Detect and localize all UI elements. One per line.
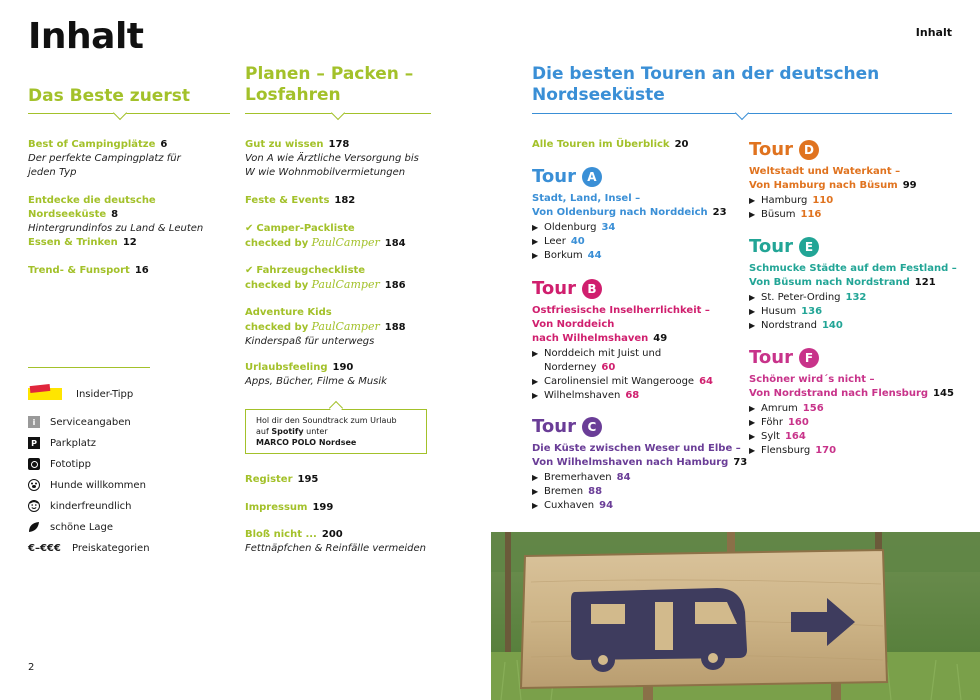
play-triangle-icon: ▶ — [749, 196, 756, 205]
toc-entry[interactable]: Trend- & Funsport 16 — [28, 265, 149, 276]
legend-item: Fototipp — [28, 454, 228, 474]
play-triangle-icon: ▶ — [532, 223, 539, 232]
toc-entry[interactable]: Feste & Events 182 — [245, 195, 356, 206]
divider-notch — [113, 106, 127, 120]
toc-entry[interactable]: ✔ Camper-Packliste checked by PaulCamper 184 — [245, 223, 406, 249]
tour-d[interactable]: Tour D Weltstadt und Waterkant – Von Hamburg nach Büsum 99 ▶ Hamburg 110 ▶ Büsum 116 — [749, 139, 917, 220]
paulcamper-signature: PaulCamper — [311, 236, 380, 249]
child-face-icon — [28, 500, 40, 512]
play-triangle-icon: ▶ — [749, 418, 756, 427]
leaf-icon — [28, 521, 40, 533]
check-icon: ✔ — [245, 265, 254, 276]
toc-entry[interactable]: Best of Campingplätze 6 Der perfekte Campingplatz für jeden Typ — [28, 139, 181, 178]
info-icon: i — [28, 416, 40, 428]
camera-icon — [28, 458, 40, 470]
legend-item: schöne Lage — [28, 517, 228, 537]
play-triangle-icon: ▶ — [749, 307, 756, 316]
tour-e[interactable]: Tour E Schmucke Städte auf dem Festland – Von Büsum nach Nordstrand 121 ▶ St. Peter-Ording 132 ▶ Husum 136 ▶ Nordstrand 140 — [749, 236, 957, 331]
legend-item: kinderfreundlich — [28, 496, 228, 516]
play-triangle-icon: ▶ — [532, 501, 539, 510]
spotify-link[interactable]: Spotify — [271, 427, 304, 436]
play-triangle-icon: ▶ — [532, 237, 539, 246]
page-title: Inhalt — [28, 16, 144, 57]
legend — [28, 384, 228, 558]
parking-icon: P — [28, 437, 40, 449]
tour-f[interactable]: Tour F Schöner wird´s nicht – Von Nordstrand nach Flensburg 145 ▶ Amrum 156 ▶ Föhr 160 ▶ Sylt 164 ▶ Flensburg 170 — [749, 347, 954, 456]
paw-icon — [28, 479, 40, 491]
legend-item: P Parkplatz — [28, 433, 228, 453]
tour-letter-badge: C — [582, 417, 602, 437]
tour-letter-badge: F — [799, 348, 819, 368]
play-triangle-icon: ▶ — [749, 293, 756, 302]
toc-entry[interactable]: Register 195 — [245, 474, 319, 485]
toc-entry[interactable]: Entdecke die deutsche Nordseeküste 8 Hintergrundinfos zu Land & Leuten — [28, 195, 204, 234]
euro-range: €–€€€ — [28, 542, 61, 554]
play-triangle-icon: ▶ — [749, 321, 756, 330]
camper-sign-photo — [491, 532, 980, 700]
play-triangle-icon: ▶ — [532, 391, 539, 400]
divider-notch — [331, 106, 345, 120]
paulcamper-signature: PaulCamper — [311, 278, 380, 291]
legend-item: Insider-Tipp — [28, 384, 228, 404]
running-header: Inhalt — [915, 26, 952, 39]
toc-entry-overview[interactable]: Alle Touren im Überblick 20 — [532, 139, 689, 150]
spotify-box: Hol dir den Soundtrack zum Urlaub auf Spotify unter MARCO POLO Nordsee — [245, 409, 427, 454]
play-triangle-icon: ▶ — [532, 487, 539, 496]
tour-a[interactable]: Tour A Stadt, Land, Insel – Von Oldenburg nach Norddeich 23 ▶ Oldenburg 34 ▶ Leer 40 ▶ Borkum 44 — [532, 166, 727, 261]
tour-letter-badge: D — [799, 140, 819, 160]
play-triangle-icon: ▶ — [532, 349, 539, 358]
legend-item: Hunde willkommen — [28, 475, 228, 495]
toc-entry[interactable]: ✔ Fahrzeugcheckliste checked by PaulCamper 186 — [245, 265, 406, 291]
divider-notch — [735, 106, 749, 120]
section-title-planning: Planen – Packen – Losfahren — [245, 64, 414, 105]
legend-item: €–€€€ Preiskategorien — [28, 542, 150, 554]
tour-c[interactable]: Tour C Die Küste zwischen Weser und Elbe – Von Wilhelmshaven nach Hamburg 73 ▶ Bremerhaven 84 ▶ Bremen 88 ▶ Cuxhaven 94 — [532, 416, 748, 511]
tour-letter-badge: A — [582, 167, 602, 187]
toc-entry[interactable]: Essen & Trinken 12 — [28, 237, 137, 248]
toc-entry[interactable]: Bloß nicht ... 200 Fettnäpfchen & Reinfälle vermeiden — [245, 529, 427, 554]
check-icon: ✔ — [245, 223, 254, 234]
legend-item: i Serviceangaben — [28, 412, 228, 432]
page-number: 2 — [28, 662, 35, 673]
tour-letter-badge: B — [582, 279, 602, 299]
tour-b[interactable]: Tour B Ostfriesische Inselherrlichkeit – Von Norddeich nach Wilhelmshaven 49 ▶ Norddeich mit Juist und Norderney 60 ▶ Carolinensiel mit Wangerooge 64 ▶ Wilhelmshaven 68 — [532, 278, 713, 401]
toc-entry[interactable]: Gut zu wissen 178 Von A wie Ärztliche Versorgung bis W wie Wohnmobilvermietungen — [245, 139, 419, 178]
toc-entry[interactable]: Adventure Kids checked by PaulCamper 188 Kinderspaß für unterwegs — [245, 307, 406, 347]
section-title-tours: Die besten Touren an der deutschen Nordseeküste — [532, 64, 880, 105]
play-triangle-icon: ▶ — [749, 210, 756, 219]
section-title-best-first: Das Beste zuerst — [28, 86, 190, 106]
play-triangle-icon: ▶ — [532, 251, 539, 260]
section-divider — [28, 113, 230, 114]
play-triangle-icon: ▶ — [749, 404, 756, 413]
paulcamper-signature: PaulCamper — [311, 320, 380, 333]
legend-divider — [28, 367, 150, 368]
tour-letter-badge: E — [799, 237, 819, 257]
play-triangle-icon: ▶ — [749, 446, 756, 455]
play-triangle-icon: ▶ — [532, 473, 539, 482]
toc-entry[interactable]: Impressum 199 — [245, 502, 334, 513]
toc-entry[interactable]: Urlaubsfeeling 190 Apps, Bücher, Filme & Musik — [245, 362, 387, 387]
insider-tip-icon — [28, 386, 64, 402]
play-triangle-icon: ▶ — [749, 432, 756, 441]
play-triangle-icon: ▶ — [532, 377, 539, 386]
